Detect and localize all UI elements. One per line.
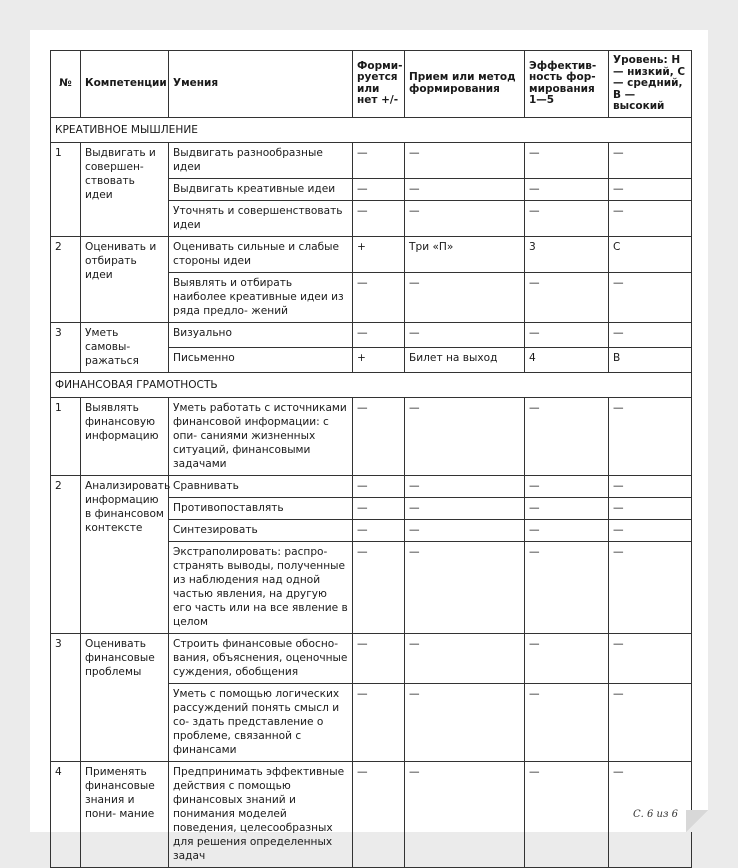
level-cell: — <box>609 633 692 683</box>
header-competence: Компетенции <box>81 51 169 118</box>
efficiency-cell: — <box>525 272 609 322</box>
row-number: 4 <box>51 761 81 867</box>
header-efficiency: Эффектив- ность фор- мирования 1—5 <box>525 51 609 118</box>
header-method: Прием или метод формирования <box>405 51 525 118</box>
section-row <box>51 117 692 142</box>
header-row <box>51 51 692 118</box>
skill-cell: Синтезировать <box>169 519 353 541</box>
row-number: 1 <box>51 142 81 236</box>
method-cell: — <box>405 519 525 541</box>
level-cell: С <box>609 236 692 272</box>
table-row <box>51 633 692 683</box>
competence-cell: Оценивать и отбирать идеи <box>81 236 169 322</box>
skill-cell: Противопоставлять <box>169 497 353 519</box>
table-row <box>51 322 692 347</box>
competence-cell: Уметь самовы- ражаться <box>81 322 169 372</box>
competence-cell: Применять финансовые знания и пони- мание <box>81 761 169 867</box>
method-cell: — <box>405 178 525 200</box>
method-cell: — <box>405 322 525 347</box>
method-cell: Три «П» <box>405 236 525 272</box>
skill-cell: Экстраполировать: распро- странять выводы, полученные из наблюдения над одной частью явления, на другую его часть или на все явление в целом <box>169 541 353 633</box>
level-cell: — <box>609 272 692 322</box>
method-cell: — <box>405 272 525 322</box>
formed-cell: — <box>353 761 405 867</box>
page-corner-fold <box>686 810 708 832</box>
competence-cell: Анализировать информацию в финансовом контексте <box>81 475 169 633</box>
level-cell: — <box>609 322 692 347</box>
skill-cell: Оценивать сильные и слабые стороны идеи <box>169 236 353 272</box>
formed-cell: + <box>353 236 405 272</box>
level-cell: В <box>609 347 692 372</box>
efficiency-cell: — <box>525 142 609 178</box>
row-number: 1 <box>51 397 81 475</box>
level-cell: — <box>609 497 692 519</box>
efficiency-cell: — <box>525 683 609 761</box>
efficiency-cell: — <box>525 761 609 867</box>
efficiency-cell: — <box>525 497 609 519</box>
method-cell: — <box>405 633 525 683</box>
competence-table <box>50 50 692 868</box>
competence-cell: Оценивать финансовые проблемы <box>81 633 169 761</box>
method-cell: — <box>405 761 525 867</box>
efficiency-cell: 3 <box>525 236 609 272</box>
efficiency-cell: — <box>525 322 609 347</box>
efficiency-cell: — <box>525 541 609 633</box>
header-num: № <box>51 51 81 118</box>
table-row <box>51 236 692 272</box>
formed-cell: — <box>353 272 405 322</box>
method-cell: Билет на выход <box>405 347 525 372</box>
skill-cell: Строить финансовые обосно- вания, объяснения, оценочные суждения, обобщения <box>169 633 353 683</box>
document-page <box>30 30 708 862</box>
efficiency-cell: — <box>525 397 609 475</box>
method-cell: — <box>405 683 525 761</box>
method-cell: — <box>405 541 525 633</box>
efficiency-cell: — <box>525 519 609 541</box>
formed-cell: — <box>353 633 405 683</box>
competence-cell: Выдвигать и совершен- ствовать идеи <box>81 142 169 236</box>
efficiency-cell: 4 <box>525 347 609 372</box>
page-number: С. 6 из 6 <box>633 809 678 820</box>
table-row <box>51 142 692 178</box>
formed-cell: — <box>353 683 405 761</box>
row-number: 2 <box>51 475 81 633</box>
formed-cell: — <box>353 519 405 541</box>
table-row <box>51 761 692 867</box>
skill-cell: Выявлять и отбирать наиболее креативные идеи из ряда предло- жений <box>169 272 353 322</box>
skill-cell: Визуально <box>169 322 353 347</box>
efficiency-cell: — <box>525 475 609 497</box>
efficiency-cell: — <box>525 178 609 200</box>
skill-cell: Уметь с помощью логических рассуждений понять смысл и со- здать представление о проблеме, связанной с финансами <box>169 683 353 761</box>
row-number: 3 <box>51 322 81 372</box>
header-level: Уровень: Н — низкий, С — средний, В — высокий <box>609 51 692 118</box>
level-cell: — <box>609 475 692 497</box>
skill-cell: Выдвигать креативные идеи <box>169 178 353 200</box>
level-cell: — <box>609 541 692 633</box>
level-cell: — <box>609 178 692 200</box>
table-row <box>51 397 692 475</box>
formed-cell: — <box>353 475 405 497</box>
level-cell: — <box>609 200 692 236</box>
formed-cell: — <box>353 497 405 519</box>
header-formed: Форми- руется или нет +/- <box>353 51 405 118</box>
formed-cell: — <box>353 142 405 178</box>
method-cell: — <box>405 475 525 497</box>
formed-cell: — <box>353 397 405 475</box>
level-cell: — <box>609 519 692 541</box>
section-title: КРЕАТИВНОЕ МЫШЛЕНИЕ <box>51 117 692 142</box>
efficiency-cell: — <box>525 200 609 236</box>
skill-cell: Выдвигать разнообразные идеи <box>169 142 353 178</box>
method-cell: — <box>405 142 525 178</box>
formed-cell: — <box>353 541 405 633</box>
header-skills: Умения <box>169 51 353 118</box>
level-cell: — <box>609 761 692 867</box>
formed-cell: — <box>353 322 405 347</box>
competence-cell: Выявлять финансовую информацию <box>81 397 169 475</box>
row-number: 2 <box>51 236 81 322</box>
skill-cell: Уточнять и совершенствовать идеи <box>169 200 353 236</box>
skill-cell: Сравнивать <box>169 475 353 497</box>
skill-cell: Уметь работать с источниками финансовой информации: с опи- саниями жизненных ситуаций, финансовыми задачами <box>169 397 353 475</box>
level-cell: — <box>609 142 692 178</box>
skill-cell: Предпринимать эффективные действия с помощью финансовых знаний и понимания моделей поведения, целесообразных для решения определенных задач <box>169 761 353 867</box>
row-number: 3 <box>51 633 81 761</box>
level-cell: — <box>609 683 692 761</box>
method-cell: — <box>405 497 525 519</box>
skill-cell: Письменно <box>169 347 353 372</box>
section-row <box>51 372 692 397</box>
method-cell: — <box>405 200 525 236</box>
method-cell: — <box>405 397 525 475</box>
formed-cell: — <box>353 178 405 200</box>
efficiency-cell: — <box>525 633 609 683</box>
formed-cell: + <box>353 347 405 372</box>
table-row <box>51 475 692 497</box>
level-cell: — <box>609 397 692 475</box>
formed-cell: — <box>353 200 405 236</box>
table-body <box>51 117 692 867</box>
section-title: ФИНАНСОВАЯ ГРАМОТНОСТЬ <box>51 372 692 397</box>
